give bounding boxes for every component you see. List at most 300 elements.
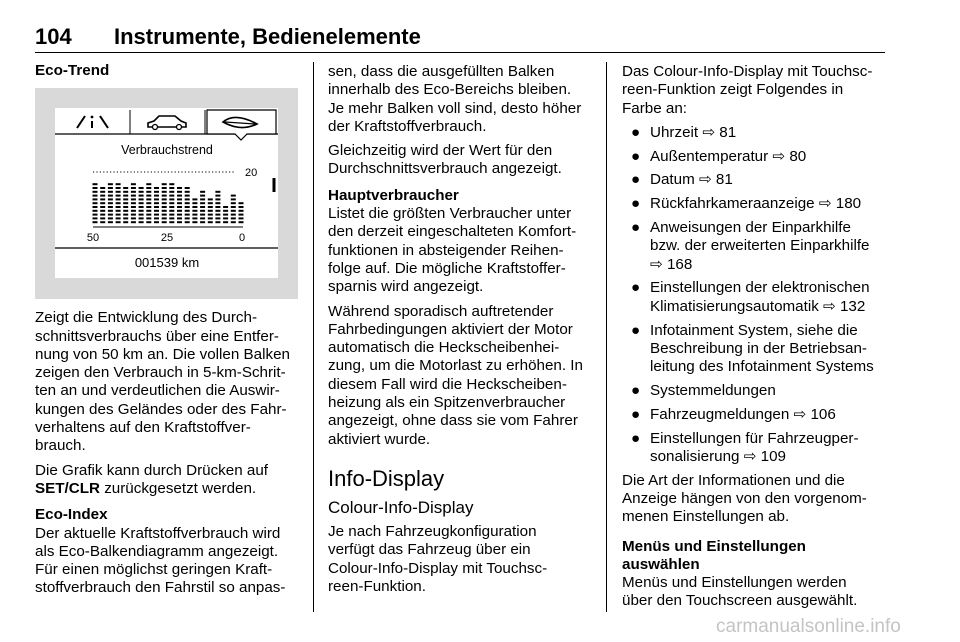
bar-segment bbox=[162, 214, 167, 216]
bar-segment bbox=[123, 218, 128, 220]
text-line: Die Art der Informationen und die bbox=[622, 471, 845, 489]
bar-segment bbox=[131, 210, 136, 212]
text-line: Einstellungen für Fahrzeugper- bbox=[650, 429, 859, 447]
bar-segment bbox=[185, 218, 190, 220]
bar-segment bbox=[146, 218, 151, 220]
bar-segment bbox=[131, 195, 136, 197]
chapter-title: Instrumente, Bedienelemente bbox=[114, 24, 421, 49]
bar-segment bbox=[162, 195, 167, 197]
bar-segment bbox=[169, 191, 174, 193]
bar-segment bbox=[146, 214, 151, 216]
bar-segment bbox=[239, 221, 244, 223]
text-line: Farbe an: bbox=[622, 99, 688, 117]
bar-segment bbox=[154, 206, 159, 208]
bar-segment bbox=[162, 221, 167, 223]
bar-segment bbox=[116, 183, 121, 185]
text-line: menen Einstellungen ab. bbox=[622, 508, 790, 526]
text-line: Für einen möglichst geringen Kraft- bbox=[35, 561, 273, 579]
column-3 bbox=[622, 63, 885, 611]
colour-info-display-text bbox=[328, 523, 590, 596]
bar-segment bbox=[192, 214, 197, 216]
feature-list-item bbox=[622, 148, 885, 166]
bullet-icon: ● bbox=[631, 405, 641, 423]
bar-segment bbox=[93, 183, 98, 185]
bar-segment bbox=[192, 202, 197, 204]
bar-segment bbox=[169, 183, 174, 185]
bar-segment bbox=[185, 214, 190, 216]
text-line: Fahrbedingungen aktiviert der Motor bbox=[328, 320, 573, 338]
page-header bbox=[35, 24, 885, 53]
bar-segment bbox=[100, 202, 105, 204]
bar-segment bbox=[146, 202, 151, 204]
text-line: zeigen den Verbrauch in 5-km-Schrit- bbox=[35, 364, 286, 382]
bar-segment bbox=[208, 214, 213, 216]
bar-segment bbox=[185, 191, 190, 193]
bar-segment bbox=[192, 218, 197, 220]
text-line: Durchschnittsverbrauch angezeigt. bbox=[328, 160, 562, 178]
text-line: sen, dass die ausgefüllten Balken bbox=[328, 63, 555, 80]
text-line: Menüs und Einstellungen werden bbox=[622, 574, 847, 592]
bar-segment bbox=[93, 214, 98, 216]
bar-segment bbox=[108, 195, 113, 197]
bar-segment bbox=[123, 202, 128, 204]
text-line: schnittsverbrauchs über eine Entfer- bbox=[35, 327, 279, 345]
bar-segment bbox=[146, 199, 151, 201]
bar-segment bbox=[215, 210, 220, 212]
bar-segment bbox=[215, 221, 220, 223]
bar-segment bbox=[100, 191, 105, 193]
bar-segment bbox=[123, 187, 128, 189]
text-line: ⇨ 168 bbox=[650, 255, 693, 273]
text-line: Beschreibung in der Betriebsan- bbox=[650, 339, 867, 357]
bar-segment bbox=[123, 210, 128, 212]
text-line: verhaltens auf den Kraftstoffver- bbox=[35, 419, 251, 437]
text-line: Listet die größten Verbraucher unter bbox=[328, 205, 572, 223]
bar-segment bbox=[108, 206, 113, 208]
text-line: kungen des Geländes oder des Fahr- bbox=[35, 400, 287, 418]
bar-segment bbox=[177, 191, 182, 193]
subsection-title-colour-info-display: Colour-Info-Display bbox=[328, 497, 474, 517]
text-line: Je mehr Balken voll sind, desto höher bbox=[328, 99, 582, 117]
text-line: Uhrzeit ⇨ 81 bbox=[650, 123, 737, 141]
bar-segment bbox=[208, 221, 213, 223]
bar-segment bbox=[139, 221, 144, 223]
bar-segment bbox=[131, 214, 136, 216]
text-line: Außentemperatur ⇨ 80 bbox=[650, 147, 807, 165]
text-line: sonalisierung ⇨ 109 bbox=[650, 447, 786, 465]
bar-segment bbox=[93, 202, 98, 204]
bar-segment bbox=[108, 214, 113, 216]
column-divider-2 bbox=[606, 62, 607, 612]
bar-segment bbox=[108, 187, 113, 189]
feature-list-item bbox=[622, 195, 885, 213]
bar-segment bbox=[154, 187, 159, 189]
page-number: 104 bbox=[35, 24, 72, 49]
bar-segment bbox=[177, 210, 182, 212]
bar-segment bbox=[231, 221, 236, 223]
bar-segment bbox=[108, 183, 113, 185]
bar-segment bbox=[139, 195, 144, 197]
text-line: bzw. der erweiterten Einparkhilfe bbox=[650, 237, 870, 255]
bar-segment bbox=[185, 202, 190, 204]
bar-segment bbox=[215, 206, 220, 208]
bar-segment bbox=[200, 221, 205, 223]
bar-segment bbox=[223, 214, 228, 216]
text-line: Anweisungen der Einparkhilfe bbox=[650, 219, 851, 237]
text-line: Fahrzeugmeldungen ⇨ 106 bbox=[650, 405, 836, 423]
select-menus-text bbox=[622, 574, 885, 611]
bar-segment bbox=[185, 187, 190, 189]
bar-segment bbox=[93, 210, 98, 212]
x-tick-0: 0 bbox=[238, 232, 246, 245]
axis-top-label: 20 bbox=[245, 167, 258, 180]
bar-segment bbox=[208, 210, 213, 212]
text-line: angezeigt, ohne dass sie vom Fahrer bbox=[328, 412, 578, 430]
bar-segment bbox=[239, 206, 244, 208]
bar-segment bbox=[169, 210, 174, 212]
bar-segment bbox=[146, 187, 151, 189]
column-1 bbox=[35, 62, 298, 598]
text-line: reen-Funktion zeigt Folgendes in bbox=[622, 81, 844, 99]
bar-segment bbox=[123, 199, 128, 201]
feature-list-item bbox=[622, 171, 885, 189]
text-line: reen-Funktion. bbox=[328, 577, 426, 595]
bar-segment bbox=[177, 202, 182, 204]
bar-segment bbox=[200, 206, 205, 208]
column-divider-1 bbox=[313, 62, 314, 612]
bar-segment bbox=[231, 202, 236, 204]
text-line: brauch. bbox=[35, 437, 86, 455]
bar-segment bbox=[139, 187, 144, 189]
text-line: leitung des Infotainment Systems bbox=[650, 358, 874, 376]
bar-segment bbox=[93, 221, 98, 223]
text-line: ten an und verdeutlichen die Auswir- bbox=[35, 382, 280, 400]
bar-segment bbox=[131, 218, 136, 220]
bar-segment bbox=[154, 191, 159, 193]
bar-segment bbox=[239, 218, 244, 220]
set-clr-key: SET/CLR bbox=[35, 479, 100, 497]
text-line: heizung als ein Spitzenverbraucher bbox=[328, 394, 566, 412]
bar-segment bbox=[208, 206, 213, 208]
bar-segment bbox=[169, 202, 174, 204]
bar-segment bbox=[116, 187, 121, 189]
bar-segment bbox=[131, 202, 136, 204]
bar-segment bbox=[139, 218, 144, 220]
bar-segment bbox=[123, 191, 128, 193]
eco-index-description bbox=[35, 525, 298, 598]
bar-segment bbox=[131, 199, 136, 201]
bar-segment bbox=[185, 210, 190, 212]
bullet-icon: ● bbox=[631, 321, 641, 339]
bar-segment bbox=[116, 191, 121, 193]
text-line: Der aktuelle Kraftstoffverbrauch wird bbox=[35, 524, 281, 542]
text-fragment: zurückgesetzt werden. bbox=[99, 479, 257, 497]
chart-title: Verbrauchstrend bbox=[121, 143, 213, 158]
text-line: zung, um die Motorlast zu erhöhen. In bbox=[328, 357, 583, 375]
text-line: funktionen in absteigender Reihen- bbox=[328, 241, 564, 259]
bullet-icon: ● bbox=[631, 381, 641, 399]
bar-segment bbox=[162, 206, 167, 208]
bar-segment bbox=[177, 221, 182, 223]
bar-segment bbox=[123, 206, 128, 208]
bar-segment bbox=[116, 206, 121, 208]
bar-segment bbox=[100, 206, 105, 208]
bar-segment bbox=[200, 195, 205, 197]
bar-segment bbox=[154, 210, 159, 212]
bar-segment bbox=[169, 218, 174, 220]
bar-segment bbox=[93, 195, 98, 197]
bar-segment bbox=[169, 214, 174, 216]
bar-segment bbox=[100, 221, 105, 223]
main-consumers-text bbox=[328, 205, 590, 296]
text-line: diesem Fall wird die Heckscheiben- bbox=[328, 375, 567, 393]
bar-segment bbox=[123, 195, 128, 197]
x-tick-25: 25 bbox=[160, 232, 174, 245]
text-line: nung von 50 km an. Die vollen Balken bbox=[35, 345, 290, 363]
bar-segment bbox=[192, 206, 197, 208]
bar-segment bbox=[146, 191, 151, 193]
text-line: automatisch die Heckscheibenhei- bbox=[328, 339, 560, 357]
bar-segment bbox=[162, 191, 167, 193]
bar-segment bbox=[154, 195, 159, 197]
bar-segment bbox=[231, 210, 236, 212]
bar-segment bbox=[239, 210, 244, 212]
bar-segment bbox=[223, 210, 228, 212]
bar-segment bbox=[185, 206, 190, 208]
bar-segment bbox=[131, 206, 136, 208]
bar-segment bbox=[215, 199, 220, 201]
bar-segment bbox=[200, 214, 205, 216]
bar-segment bbox=[223, 206, 228, 208]
bar-segment bbox=[185, 195, 190, 197]
bullet-icon: ● bbox=[631, 147, 641, 165]
bar-segment bbox=[139, 202, 144, 204]
bar-segment bbox=[146, 210, 151, 212]
bar-segment bbox=[116, 218, 121, 220]
rear-heater-text bbox=[328, 303, 590, 449]
bullet-icon: ● bbox=[631, 429, 641, 447]
bullet-icon: ● bbox=[631, 279, 641, 297]
text-line: Das Colour-Info-Display mit Touchsc- bbox=[622, 63, 873, 80]
display-settings-text bbox=[622, 472, 885, 527]
bar-segment bbox=[100, 214, 105, 216]
bar-segment bbox=[108, 210, 113, 212]
bar-segment bbox=[215, 191, 220, 193]
bar-segment bbox=[131, 221, 136, 223]
bar-segment bbox=[108, 218, 113, 220]
bar-segment bbox=[116, 202, 121, 204]
bar-segment bbox=[116, 210, 121, 212]
bar-segment bbox=[200, 191, 205, 193]
bar-segment bbox=[162, 202, 167, 204]
bar-segment bbox=[154, 202, 159, 204]
bar-segment bbox=[108, 191, 113, 193]
eco-trend-display bbox=[35, 88, 298, 299]
bar-segment bbox=[231, 218, 236, 220]
bar-segment bbox=[162, 210, 167, 212]
bar-segment bbox=[208, 218, 213, 220]
text-line: Die Grafik kann durch Drücken auf bbox=[35, 461, 268, 479]
reset-instructions bbox=[35, 462, 298, 499]
text-line: stoffverbrauch den Fahrstil so anpas- bbox=[35, 579, 286, 597]
heading-main-consumers: Hauptverbraucher bbox=[328, 186, 459, 204]
text-line: aktiviert wurde. bbox=[328, 430, 431, 448]
text-line: Datum ⇨ 81 bbox=[650, 171, 733, 189]
heading-select-menus: Menüs und Einstellungen auswählen bbox=[622, 537, 806, 573]
eco-trend-figure bbox=[35, 88, 298, 299]
bar-segment bbox=[93, 199, 98, 201]
bar-segment bbox=[231, 206, 236, 208]
text-line: Anzeige hängen von den vorgenom- bbox=[622, 489, 867, 507]
bar-segment bbox=[100, 210, 105, 212]
bar-segment bbox=[177, 214, 182, 216]
bar-segment bbox=[169, 199, 174, 201]
text-line: innerhalb des Eco-Bereichs bleiben. bbox=[328, 81, 572, 99]
bar-segment bbox=[116, 221, 121, 223]
bar-segment bbox=[100, 195, 105, 197]
bar-segment bbox=[131, 187, 136, 189]
bar-segment bbox=[185, 221, 190, 223]
feature-list-item bbox=[622, 430, 885, 467]
bar-segment bbox=[139, 206, 144, 208]
bar-segment bbox=[231, 199, 236, 201]
bar-segment bbox=[123, 214, 128, 216]
column-2 bbox=[328, 63, 590, 596]
bar-segment bbox=[215, 202, 220, 204]
heading-eco-index: Eco-Index bbox=[35, 506, 108, 524]
eco-index-continued bbox=[328, 63, 590, 136]
bar-segment bbox=[177, 218, 182, 220]
section-title-info-display: Info-Display bbox=[328, 465, 445, 491]
bar-segment bbox=[239, 214, 244, 216]
bar-segment bbox=[146, 195, 151, 197]
bar-segment bbox=[139, 214, 144, 216]
bar-segment bbox=[100, 199, 105, 201]
feature-list-item bbox=[622, 279, 885, 316]
bar-segment bbox=[131, 183, 136, 185]
bar-segment bbox=[192, 210, 197, 212]
text-line: Gleichzeitig wird der Wert für den bbox=[328, 142, 553, 160]
bar-segment bbox=[154, 214, 159, 216]
bar-segment bbox=[154, 221, 159, 223]
text-line: Einstellungen der elektronischen bbox=[650, 279, 870, 297]
bar-segment bbox=[108, 221, 113, 223]
bar-segment bbox=[177, 199, 182, 201]
bar-segment bbox=[146, 206, 151, 208]
heading-eco-trend: Eco-Trend bbox=[35, 62, 110, 79]
text-line: den derzeit eingeschalteten Komfort- bbox=[328, 223, 577, 241]
bar-segment bbox=[223, 218, 228, 220]
bar-segment bbox=[177, 195, 182, 197]
bar-segment bbox=[146, 183, 151, 185]
bar-segment bbox=[223, 221, 228, 223]
bar-segment bbox=[215, 195, 220, 197]
bar-segment bbox=[108, 202, 113, 204]
bar-segment bbox=[169, 187, 174, 189]
bar-segment bbox=[231, 195, 236, 197]
bar-segment bbox=[200, 218, 205, 220]
bar-segment bbox=[154, 199, 159, 201]
bullet-icon: ● bbox=[631, 123, 641, 141]
text-line: sparnis wird angezeigt. bbox=[328, 278, 484, 296]
feature-list-item bbox=[622, 124, 885, 142]
bar-segment bbox=[139, 199, 144, 201]
bar-segment bbox=[200, 199, 205, 201]
average-consumption-text bbox=[328, 142, 590, 179]
bar-segment bbox=[177, 206, 182, 208]
bar-segment bbox=[162, 183, 167, 185]
text-line: Colour-Info-Display mit Touchsc- bbox=[328, 559, 548, 577]
eco-trend-description bbox=[35, 309, 298, 455]
bar-segment bbox=[200, 210, 205, 212]
bar-segment bbox=[93, 187, 98, 189]
feature-list-item bbox=[622, 219, 885, 274]
display-intro-text bbox=[622, 63, 885, 118]
bar-segment bbox=[93, 218, 98, 220]
bar-segment bbox=[169, 195, 174, 197]
bar-segment bbox=[192, 221, 197, 223]
bar-segment bbox=[93, 206, 98, 208]
bar-segment bbox=[162, 218, 167, 220]
feature-list-item bbox=[622, 406, 885, 424]
bar-segment bbox=[177, 187, 182, 189]
text-line: Rückfahrkameraanzeige ⇨ 180 bbox=[650, 195, 862, 213]
bar-segment bbox=[208, 202, 213, 204]
bar-segment bbox=[169, 221, 174, 223]
x-tick-50: 50 bbox=[86, 232, 100, 245]
text-line: über den Touchscreen ausgewählt. bbox=[622, 592, 858, 610]
text-line: Klimatisierungsautomatik ⇨ 132 bbox=[650, 297, 866, 315]
feature-list-item bbox=[622, 322, 885, 377]
bar-segment bbox=[215, 218, 220, 220]
bar-segment bbox=[139, 210, 144, 212]
watermark: carmanualsonline.info bbox=[716, 616, 901, 637]
text-line: der Kraftstoffverbrauch. bbox=[328, 117, 487, 135]
bar-segment bbox=[93, 191, 98, 193]
odometer-reading: 001539 km bbox=[134, 255, 200, 271]
bar-segment bbox=[208, 199, 213, 201]
text-line: als Eco-Balkendiagramm angezeigt. bbox=[35, 542, 279, 560]
display-features-list bbox=[622, 124, 885, 466]
bar-segment bbox=[116, 199, 121, 201]
bullet-icon: ● bbox=[631, 219, 641, 237]
text-line: Systemmeldungen bbox=[650, 381, 776, 399]
text-line: Zeigt die Entwicklung des Durch- bbox=[35, 309, 258, 327]
bar-segment bbox=[100, 187, 105, 189]
text-line: Während sporadisch auftretender bbox=[328, 302, 554, 320]
bar-segment bbox=[162, 187, 167, 189]
bar-segment bbox=[131, 191, 136, 193]
bar-segment bbox=[169, 206, 174, 208]
bar-segment bbox=[231, 214, 236, 216]
bar-segment bbox=[108, 199, 113, 201]
bar-segment bbox=[192, 199, 197, 201]
text-line: Je nach Fahrzeugkonfiguration bbox=[328, 522, 537, 540]
text-line bbox=[35, 480, 298, 498]
bar-segment bbox=[200, 202, 205, 204]
bar-segment bbox=[139, 191, 144, 193]
feature-list-item bbox=[622, 382, 885, 400]
bar-segment bbox=[146, 221, 151, 223]
bar-segment bbox=[116, 214, 121, 216]
bar-segment bbox=[185, 199, 190, 201]
text-line: verfügt das Fahrzeug über ein bbox=[328, 541, 531, 559]
bar-segment bbox=[162, 199, 167, 201]
bar-segment bbox=[123, 221, 128, 223]
bar-segment bbox=[215, 214, 220, 216]
bar-segment bbox=[100, 218, 105, 220]
bar-segment bbox=[116, 195, 121, 197]
